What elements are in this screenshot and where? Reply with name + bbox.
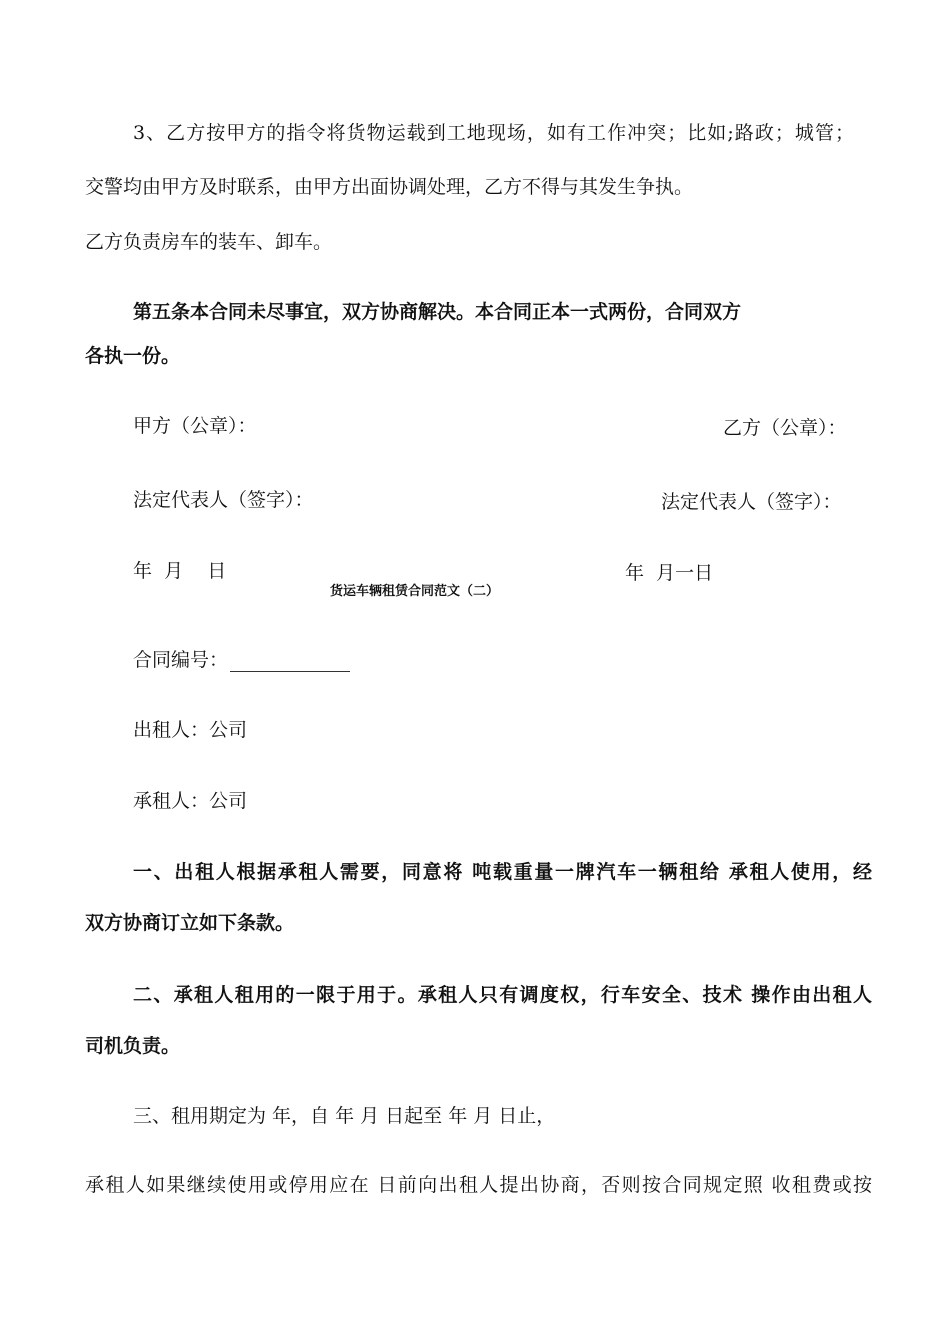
contract-number-field — [133, 648, 350, 672]
article-5-line-2: 各执一份。 — [85, 345, 181, 367]
party-b-seal-label: 乙方（公章）： — [723, 417, 847, 439]
item-2-line-2: 司机负责。 — [85, 1035, 181, 1057]
legal-rep-a-label: 法定代表人（签字）： — [133, 489, 314, 511]
item-1-line-1: 一、出租人根据承租人需要，同意将 吨载重量一牌汽车一辆租给 承租人使用，经 — [133, 861, 872, 883]
date-a: 年 月 日 — [133, 560, 227, 582]
item-3-line-1: 三、租用期定为 年，自 年 月 日起至 年 月 日止， — [133, 1105, 556, 1127]
party-a-seal-label: 甲方（公章）： — [133, 415, 257, 437]
legal-rep-b-label: 法定代表人（签字）： — [661, 491, 842, 513]
lessor-line: 出租人：公司 — [133, 719, 248, 741]
contract-2-title: 货运车辆租赁合同范文（二） — [330, 584, 500, 599]
clause-3-line-3: 乙方负责房车的装车、卸车。 — [85, 231, 333, 253]
article-5-line-1: 第五条本合同未尽事宜，双方协商解决。本合同正本一式两份，合同双方 — [133, 301, 742, 323]
item-2-line-1: 二、承租人租用的一限于用于。承租人只有调度权，行车安全、技术 操作由出租人 — [133, 984, 872, 1006]
item-3-line-2: 承租人如果继续使用或停用应在 日前向出租人提出协商，否则按合同规定照 收租费或按 — [85, 1174, 872, 1196]
date-b: 年 月一日 — [625, 562, 714, 584]
contract-number-label: 合同编号： — [133, 649, 229, 671]
clause-3-line-1: 3、乙方按甲方的指令将货物运载到工地现场，如有工作冲突；比如;路政；城管； — [133, 122, 854, 144]
clause-3-line-2: 交警均由甲方及时联系，由甲方出面协调处理，乙方不得与其发生争执。 — [85, 176, 694, 198]
item-1-line-2: 双方协商订立如下条款。 — [85, 912, 295, 934]
contract-number-blank — [230, 653, 350, 672]
lessee-line: 承租人：公司 — [133, 790, 248, 812]
